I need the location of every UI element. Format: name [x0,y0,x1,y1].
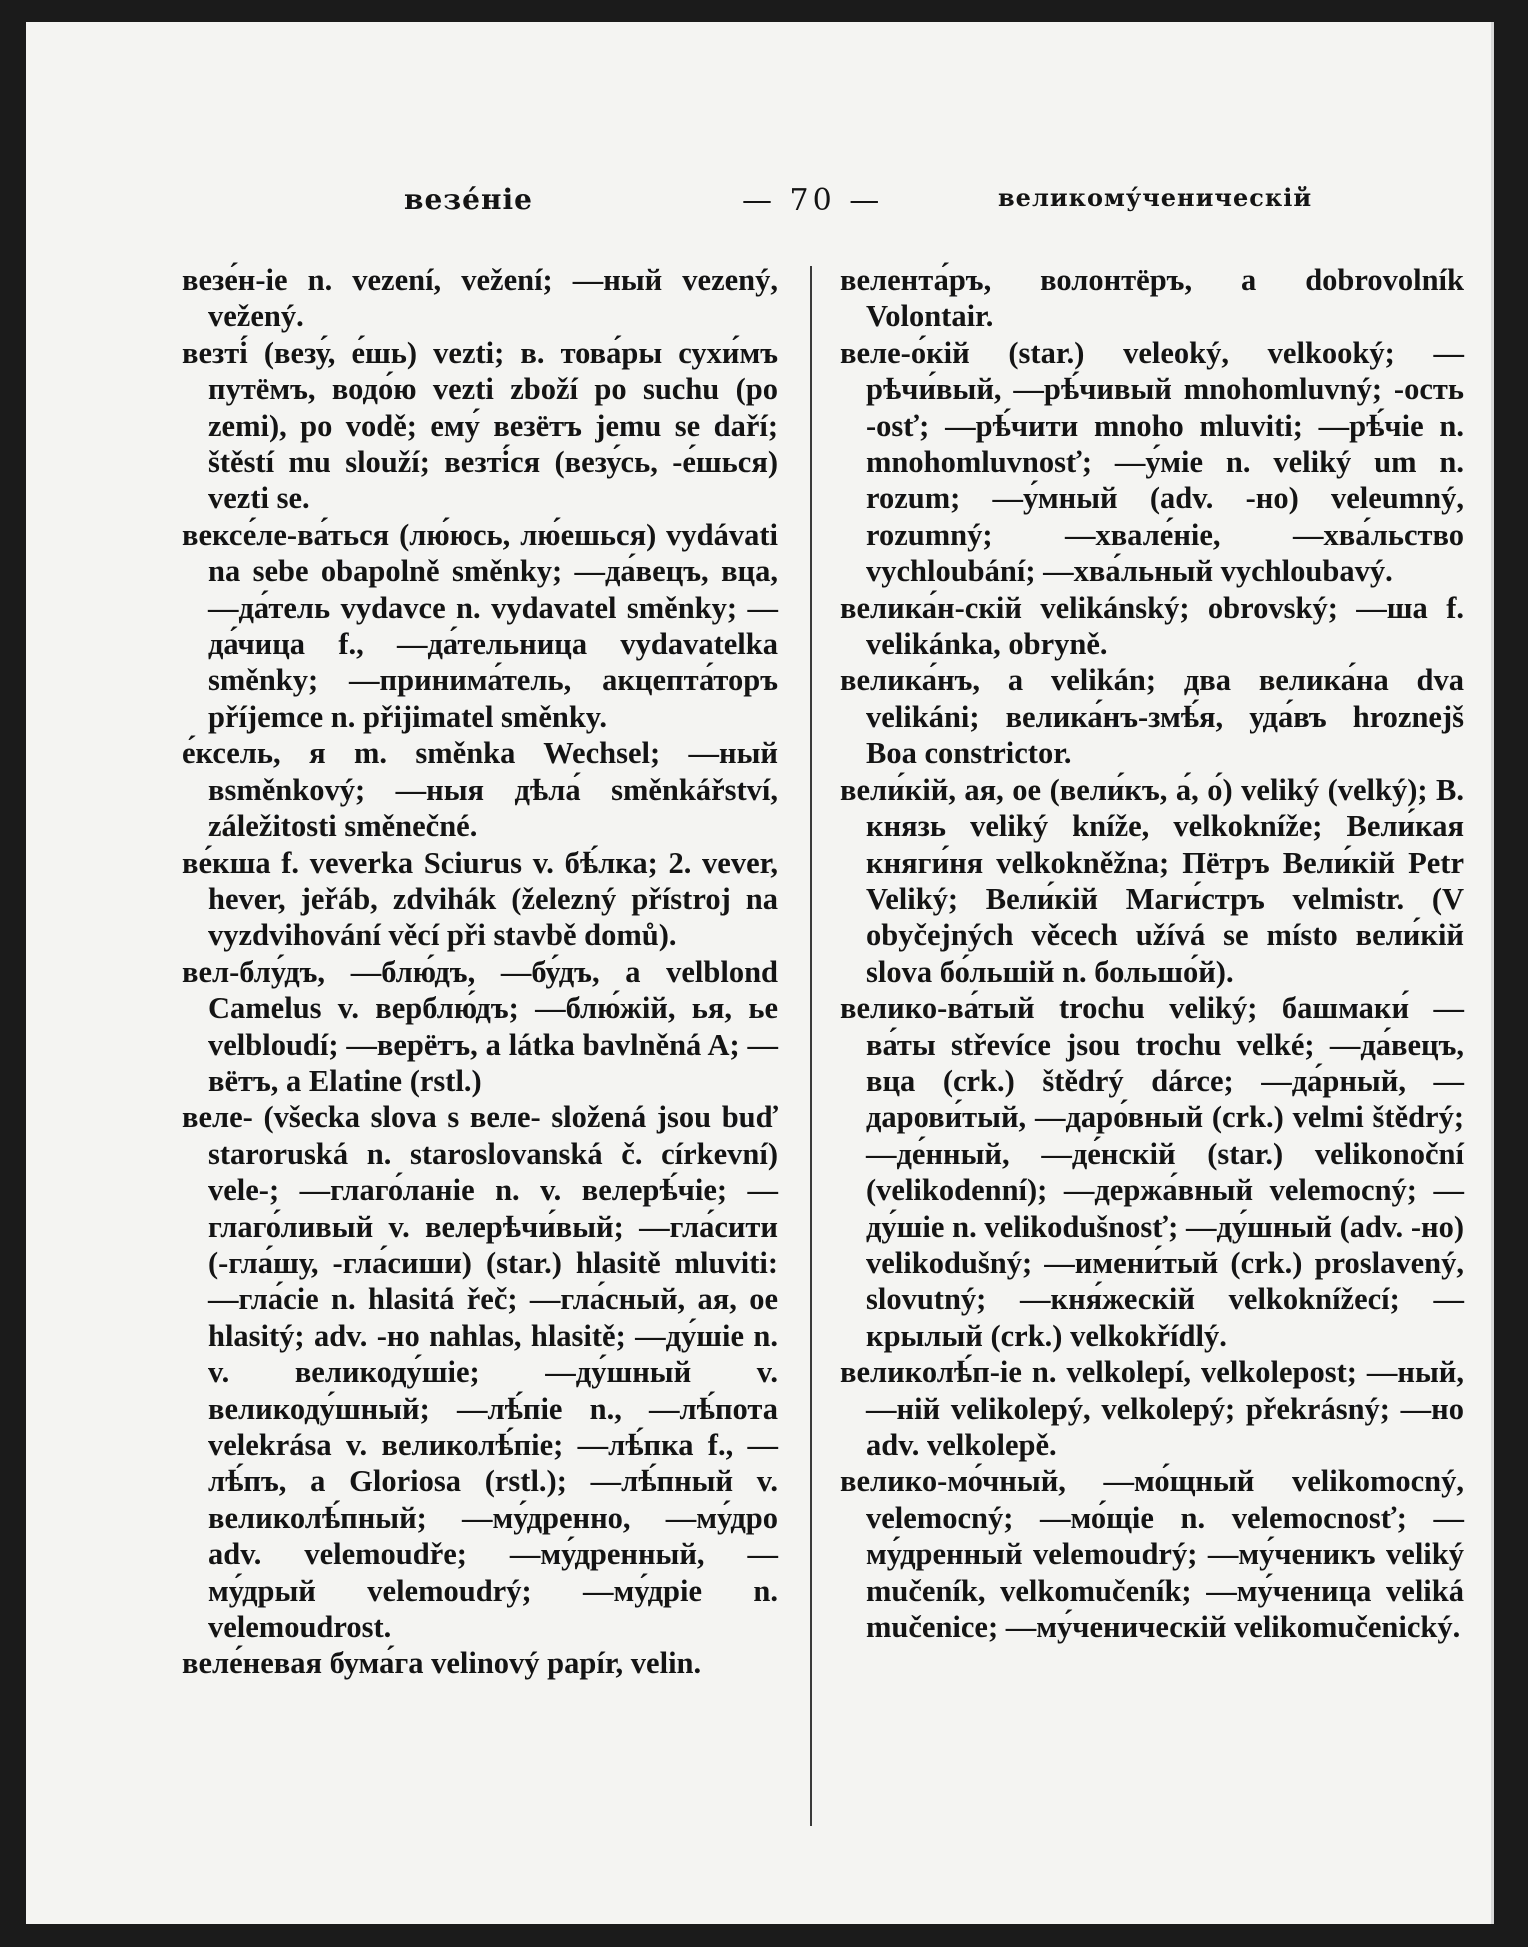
dictionary-entry: вексе́ле-ва́ться (лю́юсь, лю́ешься) vydávati na sebe obapolně směnky; —да́вецъ, вца, —да́тель vydavce n. vydavatel směnky; —да́чица f., —да́тельница vydavatelka směnky; —принима́тель, акцепта́торъ příjemce n. přijimatel směnky. [182,517,778,734]
dictionary-entry: велико-ва́тый trochu veliký; башмаки́ —ва́ты střevíce jsou trochu velké; —да́вецъ, вца (crk.) štědrý dárce; —да́рный, —дарови́тый, —даро́вный (crk.) velmi štědrý; —де́нный, —де́нскій (star.) velikonoční (velikodenní); —держа́вный velemocný; —ду́шіе n. velikodušnosť; —ду́шный (adv. -но) velikodušný; —имени́тый (crk.) proslavený, slovutný; —кня́жескій velkoknížecí; —крылый (crk.) velkokřídlý. [840,991,1464,1353]
dictionary-entry: е́ксель, я m. směnka Wechsel; —ный вsměnkový; —ныя дѣла́ směnkářství, záležitosti směnečné. [182,736,778,844]
dictionary-entry: веле- (všecka slova s веле- složená jsou buď staroruská n. staroslovanská č. církevní) vele-; —глаго́ланіе n. v. велерѣ́чіе; —глаго́ливый v. велерѣчи́вый; —гла́сити (-гла́шу, -гла́сиши) (star.) hlasitě mluviti: —гла́сіе n. hlasitá řeč; —гла́сный, ая, ое hlasitý; adv. -но nahlas, hlasitě; —ду́шіе n. v. великоду́шіе; —ду́шный v. великоду́шный; —лѣ́піе n., —лѣ́пота velekrása v. великолѣ́піе; —лѣ́пка f., —лѣ́пъ, a Gloriosa (rstl.); —лѣ́пный v. великолѣ́пный; —му́дренно, —му́дро adv. velemoudře; —му́дренный, —му́дрый velemoudrý; —му́дріе n. velemoudrost. [182,1100,778,1645]
dictionary-entry: вел-блу́дъ, —блю́дъ, —бу́дъ, a velblond Camelus v. верблю́дъ; —блю́жій, ья, ье velbloudí; —верётъ, a látka bavlněná A; —вётъ, a Elatine (rstl.) [182,954,778,1098]
header-guide-word-left: везе́ніе [404,183,533,216]
dictionary-entry: ве́кша f. veverka Sciurus v. бѣ́лка; 2. vever, hever, jeřáb, zdvihák (železný přístroj na vyzdvihování věcí při stavbě domů). [182,845,778,953]
dictionary-entry: велика́н-скій velikánský; obrovský; —ша f. velikánka, obryně. [840,590,1464,662]
left-column [182,262,778,1682]
dictionary-entry: веле́невая бума́га velinový papír, velin. [182,1646,702,1681]
dictionary-entry: везе́н-іе n. vezení, vežení; —ный vezený, vežený. [182,263,778,334]
dictionary-page [26,22,1494,1924]
right-column [840,262,1464,1645]
dictionary-entry: великолѣ́п-іе n. velkolepí, velkolepost; —ный, —ній velikolepý, velkolepý; překrásný; —но adv. velkolepě. [840,1355,1464,1462]
dictionary-entry: веле-о́кій (star.) veleoký, velkooký; —рѣчи́вый, —рѣ́чивый mnohomluvný; -ость -osť; —рѣ́чити mnoho mluviti; —рѣ́чіе n. mnohomluvnosť; —у́міе n. veliký um n. rozum; —у́мный (adv. -но) veleumný, rozumný; —хвале́ніе, —хва́льство vychloubání; —хва́льный vychloubavý. [840,335,1464,589]
dictionary-entry: велико-мо́чный, —мо́щный velikomocný, velemocný; —мо́щіе n. velemocnosť; —му́дренный velemoudrý; —му́ченикъ veliký mučeník, velkomučeník; —му́ченица veliká mučenice; —му́ченическій velikomučenický. [840,1464,1464,1645]
dictionary-entry: вели́кій, ая, ое (вели́къ, а́, о́) veliký (velký); В. князь veliký kníže, velkokníže; Вели́кая княги́ня velkokněžna; Пётръ Вели́кій Petr Veliký; Вели́кій Маги́стръ velmistr. (V obyčejných věcech užívá se místo вели́кій slova бо́льшій n. большо́й). [840,772,1464,989]
header-guide-word-right: великому́ченическій [998,183,1313,212]
dictionary-entry: везті́ (везу́, е́шь) vezti; в. това́ры сухи́мъ путёмъ, водо́ю vezti zboží po suchu (po zemi), po vodě; ему́ везётъ jemu se daří; štěstí mu slouží; везті́ся (везу́сь, -е́шься) vezti se. [182,335,778,516]
dictionary-entry: велента́ръ, волонтёръ, a dobrovolník Volontair. [840,263,1464,334]
column-divider [810,266,812,1826]
page-number: — 70 — [742,183,884,218]
dictionary-entry: велика́нъ, a velikán; два велика́на dva velikáni; велика́нъ-змѣ́я, уда́въ hroznejš Boa constrictor. [840,663,1464,771]
